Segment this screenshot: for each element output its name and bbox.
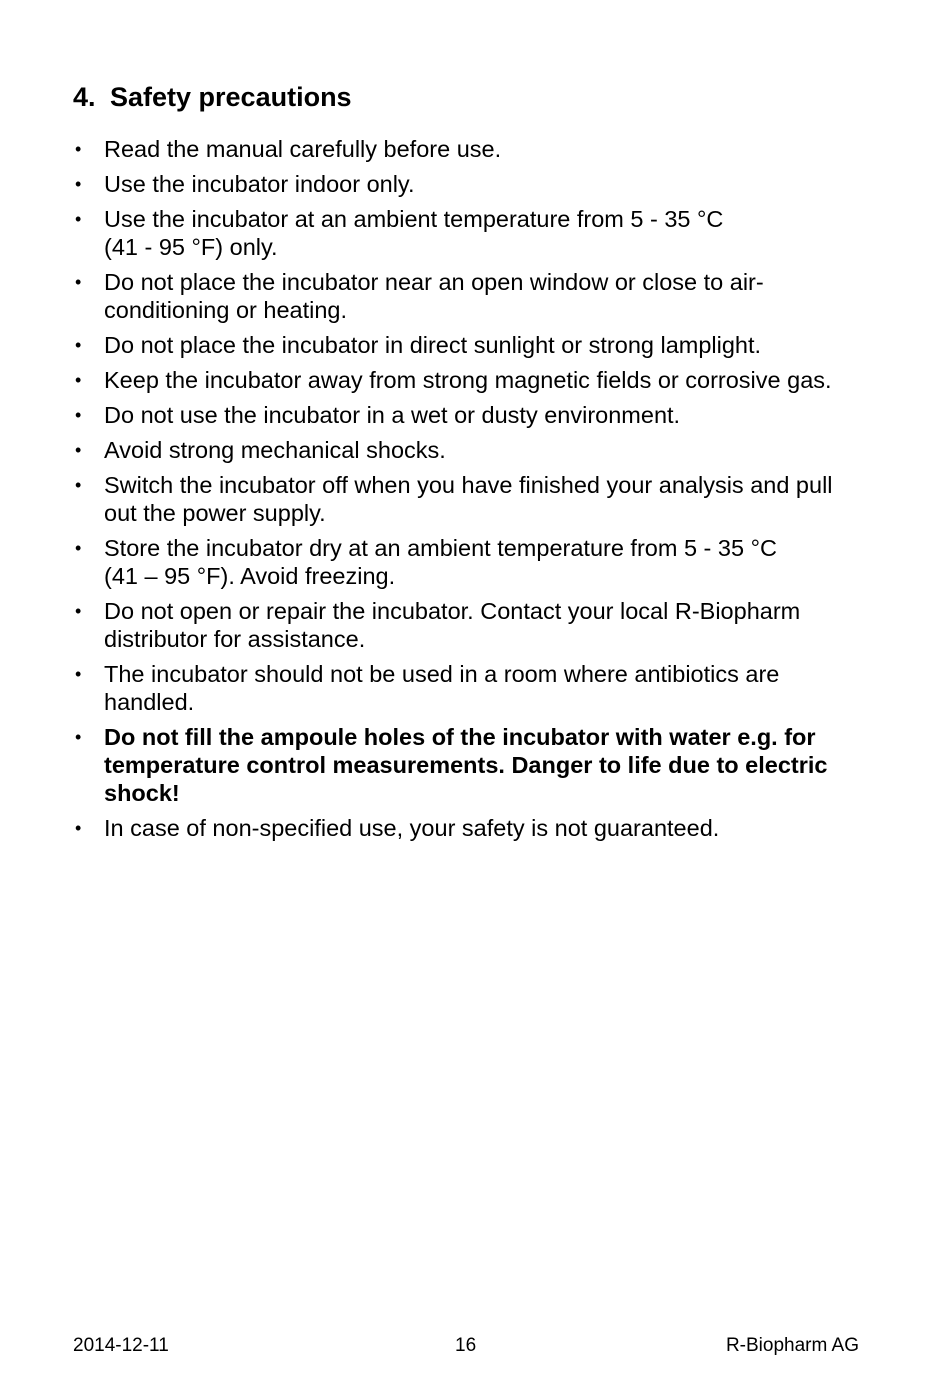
list-item: [73, 268, 873, 324]
list-item-text: (41 – 95 °F). Avoid freezing.: [104, 563, 396, 589]
bullet-icon: •: [75, 818, 82, 838]
list-item-text: conditioning or heating.: [104, 297, 348, 323]
bullet-icon: •: [75, 272, 82, 292]
section-heading: [73, 80, 352, 114]
list-item: [73, 170, 873, 198]
list-item-text: shock!: [104, 780, 180, 806]
list-item-text: Store the incubator dry at an ambient temperature from 5 - 35 °C: [104, 535, 777, 561]
list-item-text: Use the incubator at an ambient temperature from 5 - 35 °C: [104, 206, 724, 232]
bullet-icon: •: [75, 475, 82, 495]
bullet-icon: •: [75, 664, 82, 684]
list-item: [73, 471, 873, 527]
list-item: [73, 331, 873, 359]
list-item: [73, 436, 873, 464]
list-item: [73, 205, 873, 261]
section-number: 4.: [73, 82, 96, 112]
bullet-icon: •: [75, 174, 82, 194]
bullet-icon: •: [75, 209, 82, 229]
bullet-icon: •: [75, 538, 82, 558]
list-item: [73, 135, 873, 163]
list-item-warning: [73, 723, 873, 807]
footer-company: R-Biopharm AG: [725, 1335, 859, 1356]
list-item-text: The incubator should not be used in a room where antibiotics are: [104, 661, 780, 687]
list-item-text: Do not place the incubator near an open window or close to air-: [104, 269, 764, 295]
list-item: [73, 366, 873, 394]
list-item-text: (41 - 95 °F) only.: [104, 234, 278, 260]
list-item: [73, 814, 873, 842]
bullet-icon: •: [75, 601, 82, 621]
list-item-text: Keep the incubator away from strong magnetic fields or corrosive gas.: [104, 367, 832, 393]
footer-page-number: 16: [455, 1335, 477, 1356]
safety-precautions-list: [73, 135, 873, 849]
list-item-text: Do not place the incubator in direct sunlight or strong lamplight.: [104, 332, 762, 358]
list-item: [73, 660, 873, 716]
list-item-text: Do not open or repair the incubator. Contact your local R-Biopharm: [104, 598, 801, 624]
list-item: [73, 401, 873, 429]
bullet-icon: •: [75, 440, 82, 460]
bullet-icon: •: [75, 405, 82, 425]
list-item: [73, 534, 873, 590]
list-item: [73, 597, 873, 653]
bullet-icon: •: [75, 335, 82, 355]
list-item-text: out the power supply.: [104, 500, 326, 526]
bullet-icon: •: [75, 727, 82, 747]
list-item-text: Switch the incubator off when you have finished your analysis and pull: [104, 472, 833, 498]
list-item-text: In case of non-specified use, your safety is not guaranteed.: [104, 815, 720, 841]
list-item-text: Read the manual carefully before use.: [104, 136, 502, 162]
list-item-text: temperature control measurements. Danger to life due to electric: [104, 752, 828, 778]
list-item-text: distributor for assistance.: [104, 626, 366, 652]
bullet-icon: •: [75, 139, 82, 159]
list-item-text: Do not use the incubator in a wet or dusty environment.: [104, 402, 681, 428]
footer-date: 2014-12-11: [73, 1335, 169, 1356]
list-item-text: Use the incubator indoor only.: [104, 171, 415, 197]
list-item-text: Do not fill the ampoule holes of the incubator with water e.g. for: [104, 724, 816, 750]
list-item-text: handled.: [104, 689, 195, 715]
bullet-icon: •: [75, 370, 82, 390]
section-title: Safety precautions: [110, 82, 352, 112]
list-item-text: Avoid strong mechanical shocks.: [104, 437, 446, 463]
